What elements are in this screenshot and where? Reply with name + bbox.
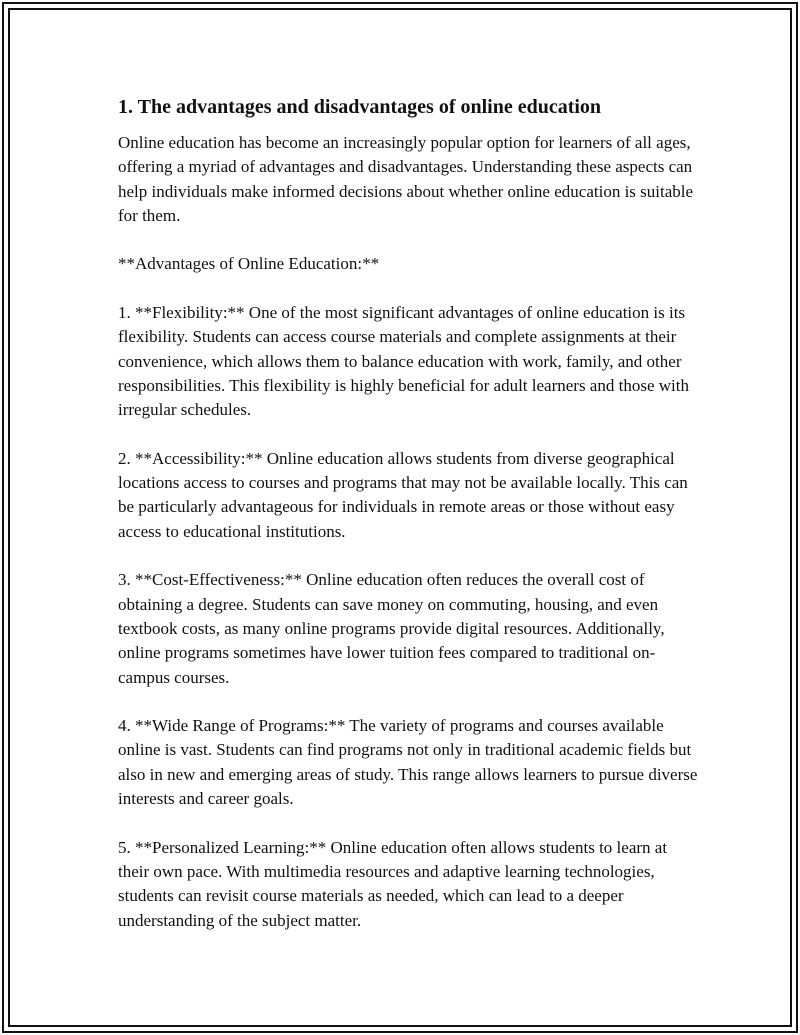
intro-paragraph: Online education has become an increasingly popular option for learners of all ages, offering a myriad of advantages and disadvantages. Understanding these aspects can help individuals make informed decisions about whether online education is suitable for them. [118, 133, 694, 225]
document-body [118, 93, 698, 957]
advantage-item-cost-effectiveness: 3. **Cost-Effectiveness:** Online education often reduces the overall cost of obtaining a degree. Students can save money on commuting, housing, and even textbook costs, as many online programs provide digital resources. Additionally, online programs sometimes have lower tuition fees compared to traditional on-campus courses. [118, 570, 665, 687]
advantage-item-flexibility: 1. **Flexibility:** One of the most significant advantages of online education is its flexibility. Students can access course materials and complete assignments at their convenience, which allows them to balance education with work, family, and other responsibilities. This flexibility is highly beneficial for adult learners and those with irregular schedules. [118, 303, 689, 420]
advantage-item-personalized-learning: 5. **Personalized Learning:** Online education often allows students to learn at their own pace. With multimedia resources and adaptive learning technologies, students can revisit course materials as needed, which can lead to a deeper understanding of the subject matter. [118, 837, 668, 930]
advantages-heading: **Advantages of Online Education:** [118, 254, 380, 274]
document-title: 1. The advantages and disadvantages of online education [118, 96, 602, 118]
advantage-item-accessibility: 2. **Accessibility:** Online education allows students from diverse geographical locations access to courses and programs that may not be available locally. This can be particularly advantageous for individuals in remote areas or those without easy access to educational institutions. [118, 448, 688, 541]
advantage-item-wide-range: 4. **Wide Range of Programs:** The variety of programs and courses available online is vast. Students can find programs not only in traditional academic fields but also in new and emerging areas of study. This range allows learners to pursue diverse interests and career goals. [118, 716, 698, 809]
